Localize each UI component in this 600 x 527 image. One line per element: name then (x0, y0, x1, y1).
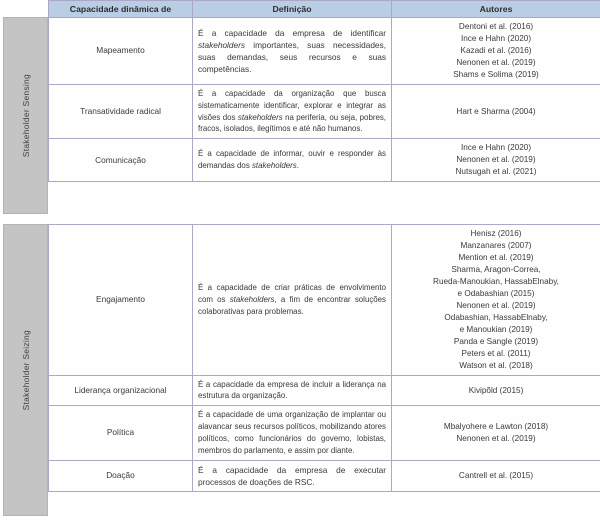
header-row (49, 1, 600, 18)
author-entry: Panda e Sangle (2019) (453, 336, 539, 346)
cell-definition: É a capacidade da empresa de executar processos de doações de RSC. (193, 460, 392, 491)
group-block-stakeholder-sensing (3, 0, 597, 214)
cell-capability-name: Liderança organizacional (49, 375, 193, 406)
table-stakeholder-sensing (48, 0, 600, 182)
cell-definition: É a capacidade de uma organização de implantar ou alavancar seus recursos políticos, mobilizando atores políticos, como funcionários do governo, lobistas, membros do parlamento, e assim por diante. (193, 406, 392, 460)
author-entry: Mention et al. (2019) (458, 252, 534, 262)
table-row (49, 139, 600, 182)
cell-capability-name: Engajamento (49, 225, 193, 376)
author-entry: Rueda-Manoukian, HassabElnaby, (433, 276, 559, 286)
author-entry: Nenonen et al. (2019) (456, 434, 536, 444)
cell-capability-name: Transatividade radical (49, 84, 193, 138)
group-label-stakeholder-sensing (3, 17, 48, 214)
group-label-stakeholder-seizing (3, 224, 48, 516)
cell-authors (392, 139, 600, 182)
cell-authors (392, 406, 600, 460)
cell-capability-name: Política (49, 406, 193, 460)
table-header (49, 1, 600, 18)
group-label-text: Stakeholder Seizing (20, 329, 31, 411)
cell-authors (392, 84, 600, 138)
cell-capability-name: Doação (49, 460, 193, 491)
author-entry: Nutsugah et al. (2021) (455, 167, 537, 177)
table-row (49, 406, 600, 460)
author-entry: Henisz (2016) (470, 229, 522, 238)
table-wrapper-seizing (48, 224, 600, 516)
cell-capability-name: Comunicação (49, 139, 193, 182)
cell-definition: É a capacidade da organização que busca sistematicamente identificar, explorar e integrar as visões dos stakeholders na periferia, ou seja, pobres, fracos, isolados, ilegítimos e até não humanos. (193, 84, 392, 138)
author-entry: Manzanares (2007) (460, 240, 532, 250)
author-entry: Ince e Hahn (2020) (460, 143, 532, 153)
cell-authors (392, 18, 600, 85)
author-entry: Watson et al. (2018) (459, 360, 533, 370)
cell-authors (392, 375, 600, 406)
author-entry: Nenonen et al. (2019) (456, 155, 536, 165)
author-entry: Kivipõld (2015) (468, 385, 524, 395)
table-row (49, 84, 600, 138)
table-row (49, 460, 600, 491)
author-entry: Nenonen et al. (2019) (456, 57, 536, 67)
table-body-sensing (49, 18, 600, 182)
table-row (49, 375, 600, 406)
author-entry: Mbalyohere e Lawton (2018) (443, 422, 549, 432)
cell-definition: É a capacidade da empresa de incluir a liderança na estrutura da organização. (193, 375, 392, 406)
author-entry: e Manoukian (2019) (459, 324, 533, 334)
col-header-capacidade: Capacidade dinâmica de (49, 1, 193, 18)
author-entry: Odabashian, HassabElnaby, (444, 312, 548, 322)
table-row (49, 18, 600, 85)
author-entry: Nenonen et al. (2019) (456, 300, 536, 310)
group-label-text: Stakeholder Sensing (20, 73, 31, 158)
col-header-autores: Autores (392, 1, 600, 18)
cell-capability-name: Mapeamento (49, 18, 193, 85)
table-wrapper-sensing (48, 0, 600, 214)
author-entry: Shams e Solima (2019) (453, 69, 539, 79)
cell-authors (392, 460, 600, 491)
author-entry: Dentoni et al. (2016) (458, 22, 534, 31)
table-row (49, 225, 600, 376)
cell-definition: É a capacidade de informar, ouvir e responder às demandas dos stakeholders. (193, 139, 392, 182)
author-entry: Kazadi et al. (2016) (460, 45, 532, 55)
author-entry: Hart e Sharma (2004) (456, 106, 536, 116)
table-body-seizing (49, 225, 600, 492)
author-entry: Peters et al. (2011) (461, 348, 531, 358)
cell-authors (392, 225, 600, 376)
cell-definition: É a capacidade da empresa de identificar stakeholders importantes, suas necessidades, suas demandas, seus recursos e suas competências. (193, 18, 392, 85)
author-entry: Sharma, Aragon-Correa, (451, 264, 541, 274)
cell-definition: É a capacidade de criar práticas de envolvimento com os stakeholders, a fim de encontrar soluções colaborativas para problemas. (193, 225, 392, 376)
author-entry: Cantrell et al. (2015) (458, 470, 534, 480)
col-header-definicao: Definição (193, 1, 392, 18)
table-stakeholder-seizing (48, 224, 600, 492)
author-entry: e Odabashian (2015) (457, 288, 535, 298)
group-block-stakeholder-seizing (3, 224, 597, 516)
author-entry: Ince e Hahn (2020) (460, 33, 532, 43)
